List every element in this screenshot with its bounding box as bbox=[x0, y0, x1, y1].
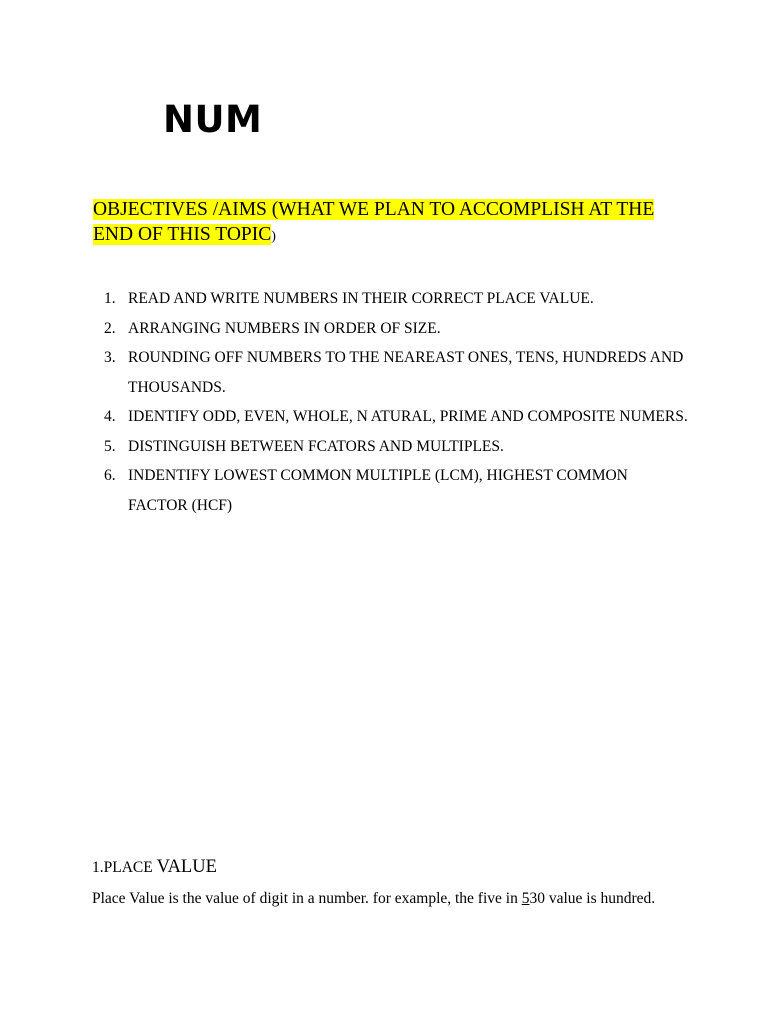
objective-item bbox=[0, 343, 688, 402]
paragraph-text-after: 30 value is hundred. bbox=[529, 890, 656, 907]
objectives-heading-tail: ) bbox=[271, 229, 276, 244]
objective-number: 4. bbox=[104, 408, 116, 425]
objective-text: INDENTIFY LOWEST COMMON MULTIPLE (LCM), HIGHEST COMMON FACTOR (HCF) bbox=[128, 467, 628, 514]
objective-item bbox=[0, 402, 688, 432]
objective-text: ARRANGING NUMBERS IN ORDER OF SIZE. bbox=[128, 319, 441, 337]
objective-number: 6. bbox=[104, 467, 116, 484]
objective-text: DISTINGUISH BETWEEN FCATORS AND MULTIPLES. bbox=[128, 437, 504, 455]
objective-text: READ AND WRITE NUMBERS IN THEIR CORRECT PLACE VALUE. bbox=[128, 290, 594, 307]
section-heading-place-value bbox=[92, 854, 217, 881]
section-heading-main: VALUE bbox=[156, 857, 217, 877]
place-value-paragraph bbox=[92, 888, 682, 909]
objectives-heading bbox=[93, 197, 673, 249]
objective-number: 3. bbox=[104, 349, 116, 366]
document-title: NUM bbox=[163, 98, 263, 141]
objective-item bbox=[0, 314, 688, 344]
paragraph-text-before: Place Value is the value of digit in a number. for example, the five in bbox=[92, 890, 522, 907]
paragraph-underlined-digit: 5 bbox=[521, 890, 530, 907]
objective-item bbox=[0, 461, 688, 520]
section-heading-prefix: 1.PLACE bbox=[92, 859, 157, 876]
objective-item bbox=[0, 284, 688, 314]
objective-number: 1. bbox=[104, 290, 116, 307]
objectives-list bbox=[0, 284, 688, 520]
objective-text: ROUNDING OFF NUMBERS TO THE NEAREAST ONES, TENS, HUNDREDS AND THOUSANDS. bbox=[128, 349, 684, 396]
objective-item bbox=[0, 432, 688, 462]
objective-text: IDENTIFY ODD, EVEN, WHOLE, N ATURAL, PRIME AND COMPOSITE NUMERS. bbox=[128, 408, 688, 425]
objective-number: 5. bbox=[104, 437, 116, 455]
objectives-heading-highlighted: OBJECTIVES /AIMS (WHAT WE PLAN TO ACCOMPLISH AT THE END OF THIS TOPIC bbox=[93, 199, 655, 245]
objective-number: 2. bbox=[104, 319, 116, 337]
